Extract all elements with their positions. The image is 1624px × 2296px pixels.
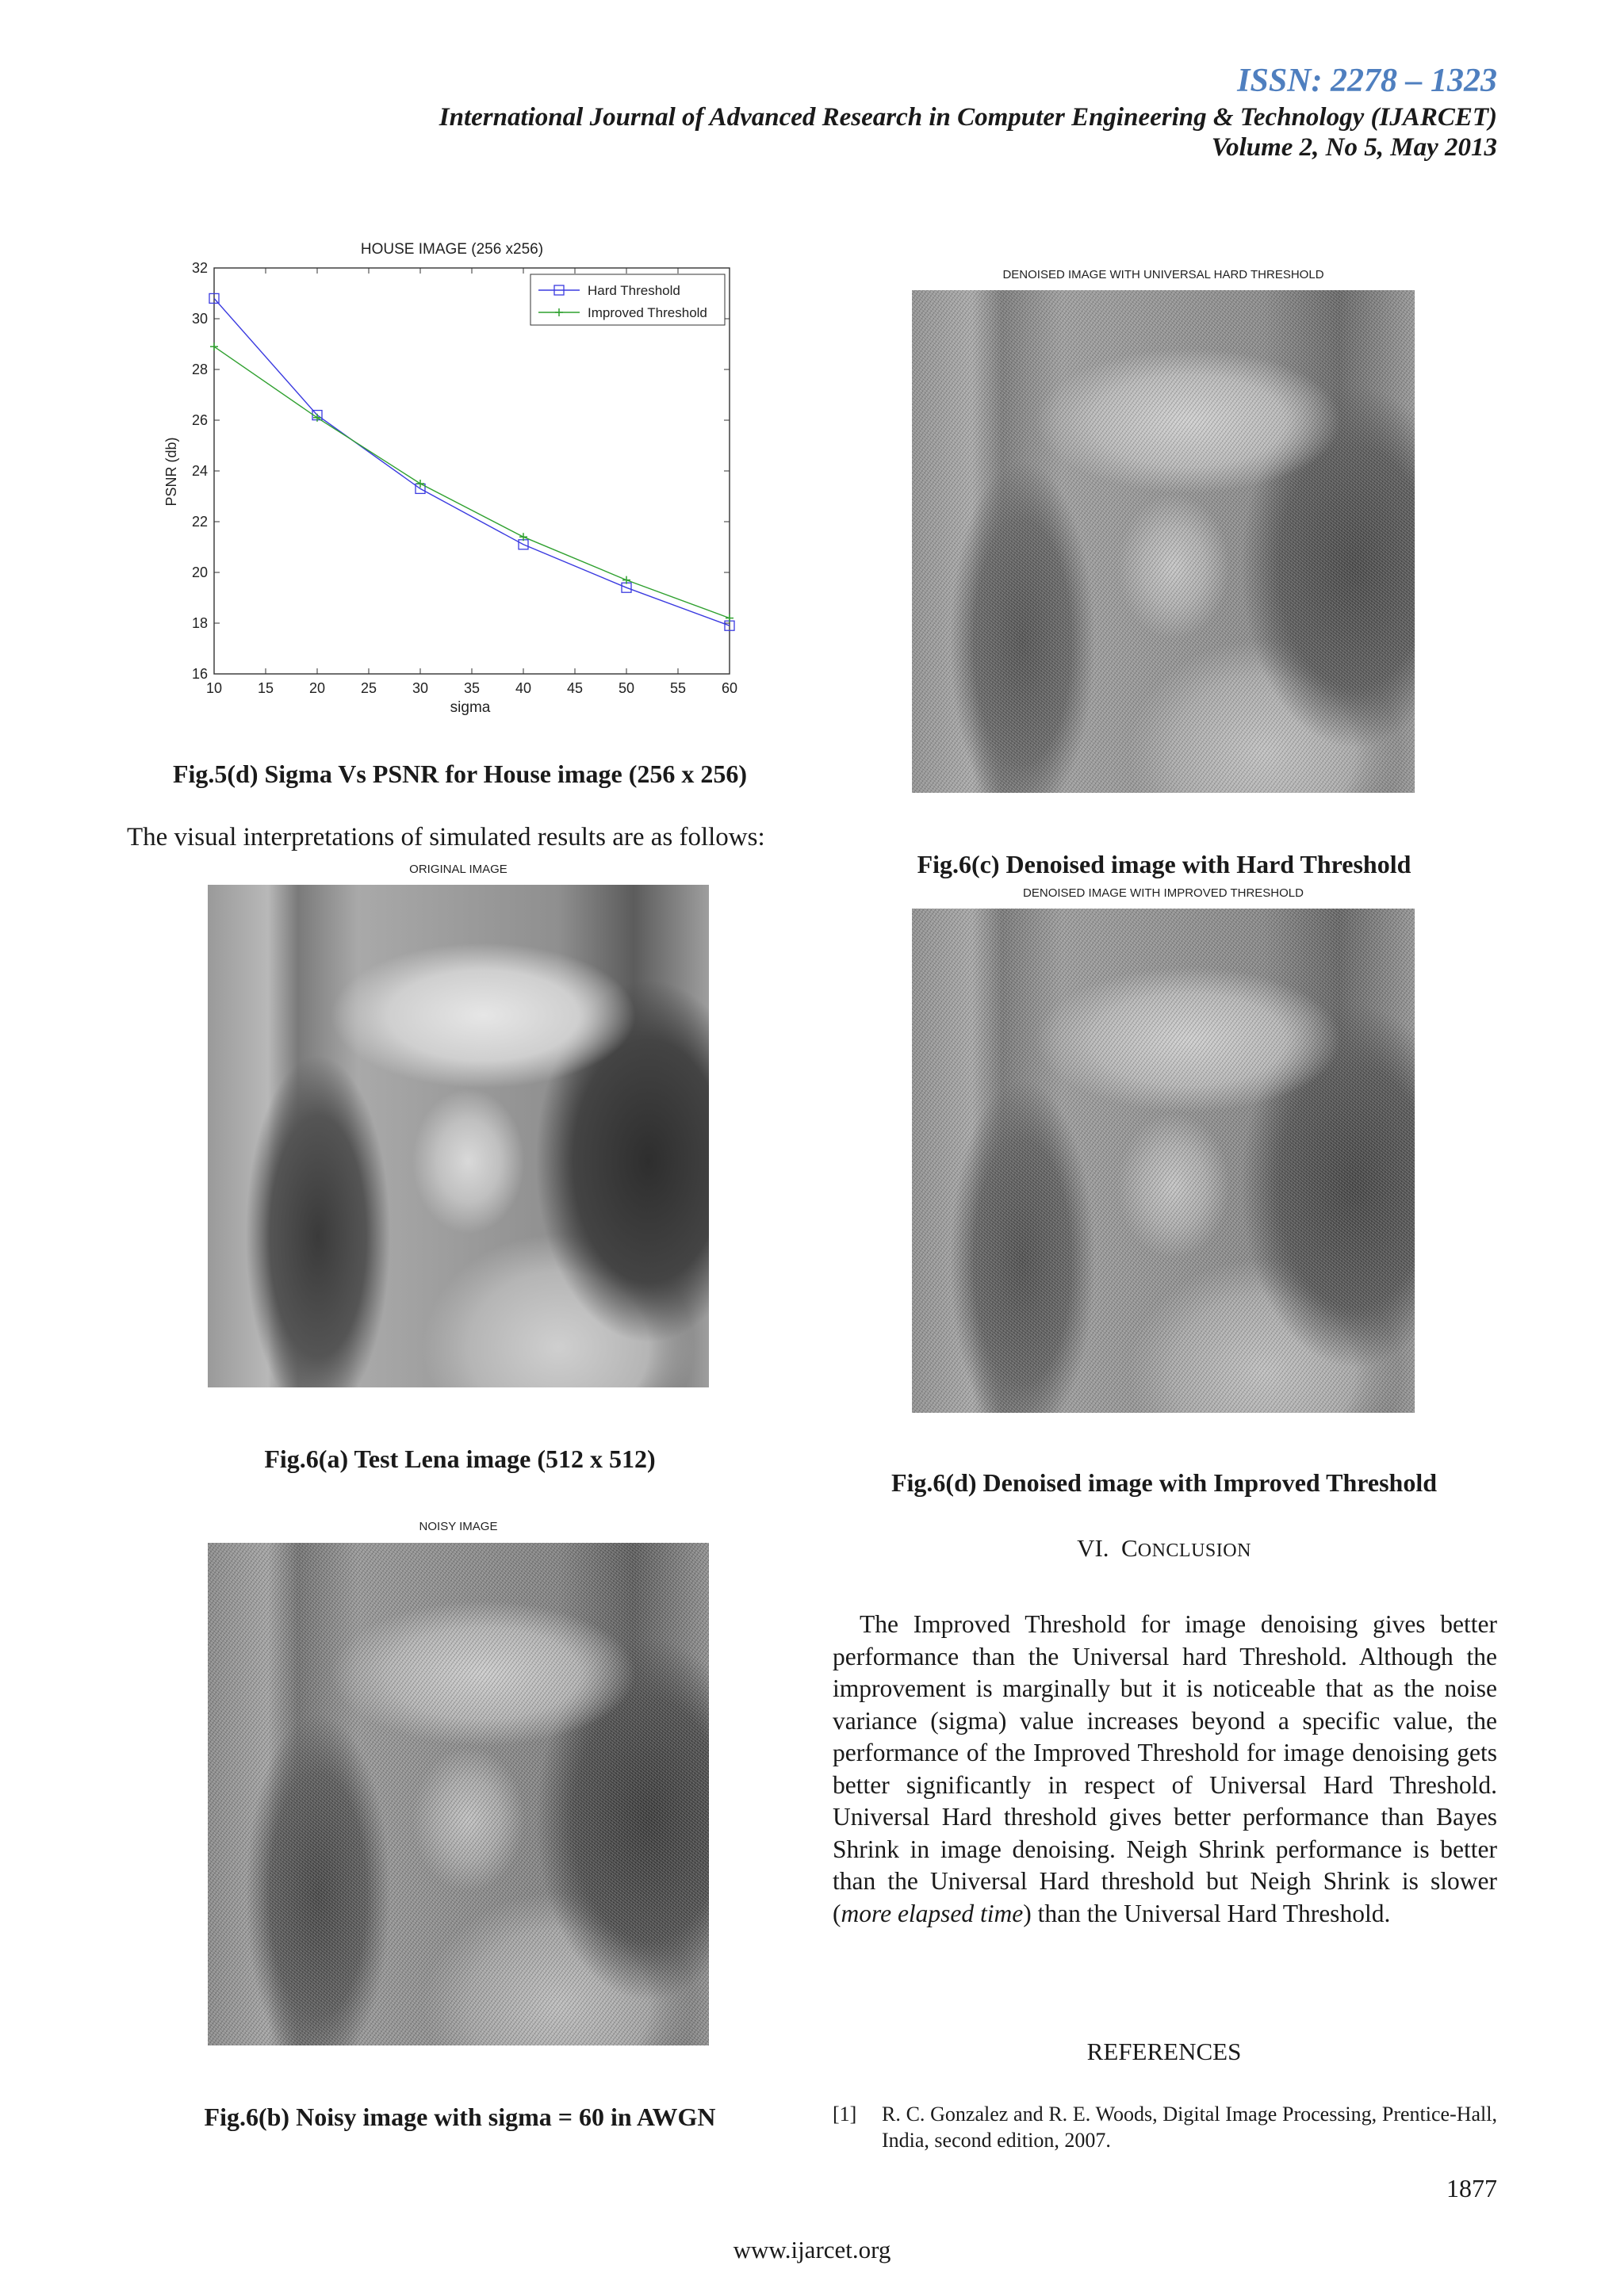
x-tick-label: 10 <box>205 680 223 696</box>
x-tick-label: 20 <box>308 680 326 696</box>
chart-title: HOUSE IMAGE (256 x256) <box>360 241 544 258</box>
conclusion-title-rest: ONCLUSION <box>1137 1540 1251 1561</box>
y-tick-label: 32 <box>191 260 208 276</box>
conclusion-text-b: ) than the Universal Hard Threshold. <box>1023 1899 1391 1927</box>
fig6a-caption: Fig.6(a) Test Lena image (512 x 512) <box>264 1445 656 1473</box>
conclusion-text-italic: more elapsed time <box>841 1899 1024 1927</box>
chart-y-axis-label: PSNR (db) <box>163 437 179 507</box>
original-image-title: ORIGINAL IMAGE <box>409 863 508 876</box>
chart-plot-area <box>214 268 730 674</box>
x-tick-label: 45 <box>566 680 584 696</box>
conclusion-body <box>833 1609 1497 1930</box>
fig6b-caption: Fig.6(b) Noisy image with sigma = 60 in AWGN <box>204 2103 716 2131</box>
references-list <box>833 2101 1497 2153</box>
chart-x-axis-label: sigma <box>450 699 491 716</box>
journal-volume: Volume 2, No 5, May 2013 <box>1211 133 1497 162</box>
conclusion-title-first: C <box>1121 1534 1138 1562</box>
improved-threshold-image-title: DENOISED IMAGE WITH IMPROVED THRESHOLD <box>1023 886 1304 900</box>
x-tick-label: 60 <box>721 680 738 696</box>
y-tick-label: 30 <box>191 311 208 327</box>
x-tick-label: 55 <box>669 680 687 696</box>
reference-item <box>833 2101 1497 2153</box>
y-tick-label: 28 <box>191 362 208 377</box>
noisy-image-title: NOISY IMAGE <box>419 1520 498 1533</box>
reference-number: [1] <box>833 2103 857 2126</box>
improved-threshold-denoised-image <box>912 909 1415 1413</box>
x-tick-label: 30 <box>412 680 429 696</box>
x-tick-label: 25 <box>360 680 377 696</box>
hard-threshold-image-title: DENOISED IMAGE WITH UNIVERSAL HARD THRESHOLD <box>1002 268 1324 281</box>
y-tick-label: 22 <box>191 514 208 530</box>
x-tick-label: 50 <box>618 680 635 696</box>
issn-header: ISSN: 2278 – 1323 <box>1237 63 1497 99</box>
y-tick-label: 20 <box>191 564 208 580</box>
y-tick-label: 16 <box>191 666 208 682</box>
y-tick-label: 24 <box>191 463 208 479</box>
references-heading: REFERENCES <box>1086 2038 1242 2065</box>
x-tick-label: 15 <box>257 680 274 696</box>
conclusion-heading <box>831 1534 1497 1563</box>
hard-threshold-denoised-image <box>912 290 1415 793</box>
psnr-chart <box>151 230 753 729</box>
page-number: 1877 <box>1446 2174 1497 2202</box>
intro-text: The visual interpretations of simulated results are as follows: <box>127 823 765 851</box>
conclusion-text-a: The Improved Threshold for image denoising gives better performance than the Universal hard Threshold. Although the improvement is marginally but it is noticeable that as the noise variance (sigma) value increases beyond a specific value, the performance of the Improved Threshold for image denoising gets better significantly in respect of Universal Hard Threshold. Universal Hard threshold gives better performance than Bayes Shrink in image denoising. Neigh Shrink performance is better than the Universal Hard threshold but Neigh Shrink is slower ( <box>833 1610 1497 1927</box>
reference-text: R. C. Gonzalez and R. E. Woods, Digital Image Processing, Prentice-Hall, India, second edition, 2007. <box>882 2103 1497 2152</box>
y-tick-label: 26 <box>191 412 208 428</box>
footer-url: www.ijarcet.org <box>733 2236 891 2263</box>
noisy-lena-image <box>208 1543 709 2045</box>
conclusion-number: VI. <box>1077 1534 1109 1562</box>
legend-label: Hard Threshold <box>588 283 680 298</box>
fig5d-caption: Fig.5(d) Sigma Vs PSNR for House image (256 x 256) <box>172 760 748 788</box>
x-tick-label: 35 <box>463 680 481 696</box>
legend-label: Improved Threshold <box>588 305 707 320</box>
fig6c-caption: Fig.6(c) Denoised image with Hard Threshold <box>917 850 1411 878</box>
original-lena-image <box>208 885 709 1387</box>
y-tick-label: 18 <box>191 615 208 631</box>
journal-title: International Journal of Advanced Research in Computer Engineering & Technology (IJARCET) <box>439 103 1497 132</box>
x-tick-label: 40 <box>515 680 532 696</box>
fig6d-caption: Fig.6(d) Denoised image with Improved Threshold <box>891 1468 1438 1497</box>
